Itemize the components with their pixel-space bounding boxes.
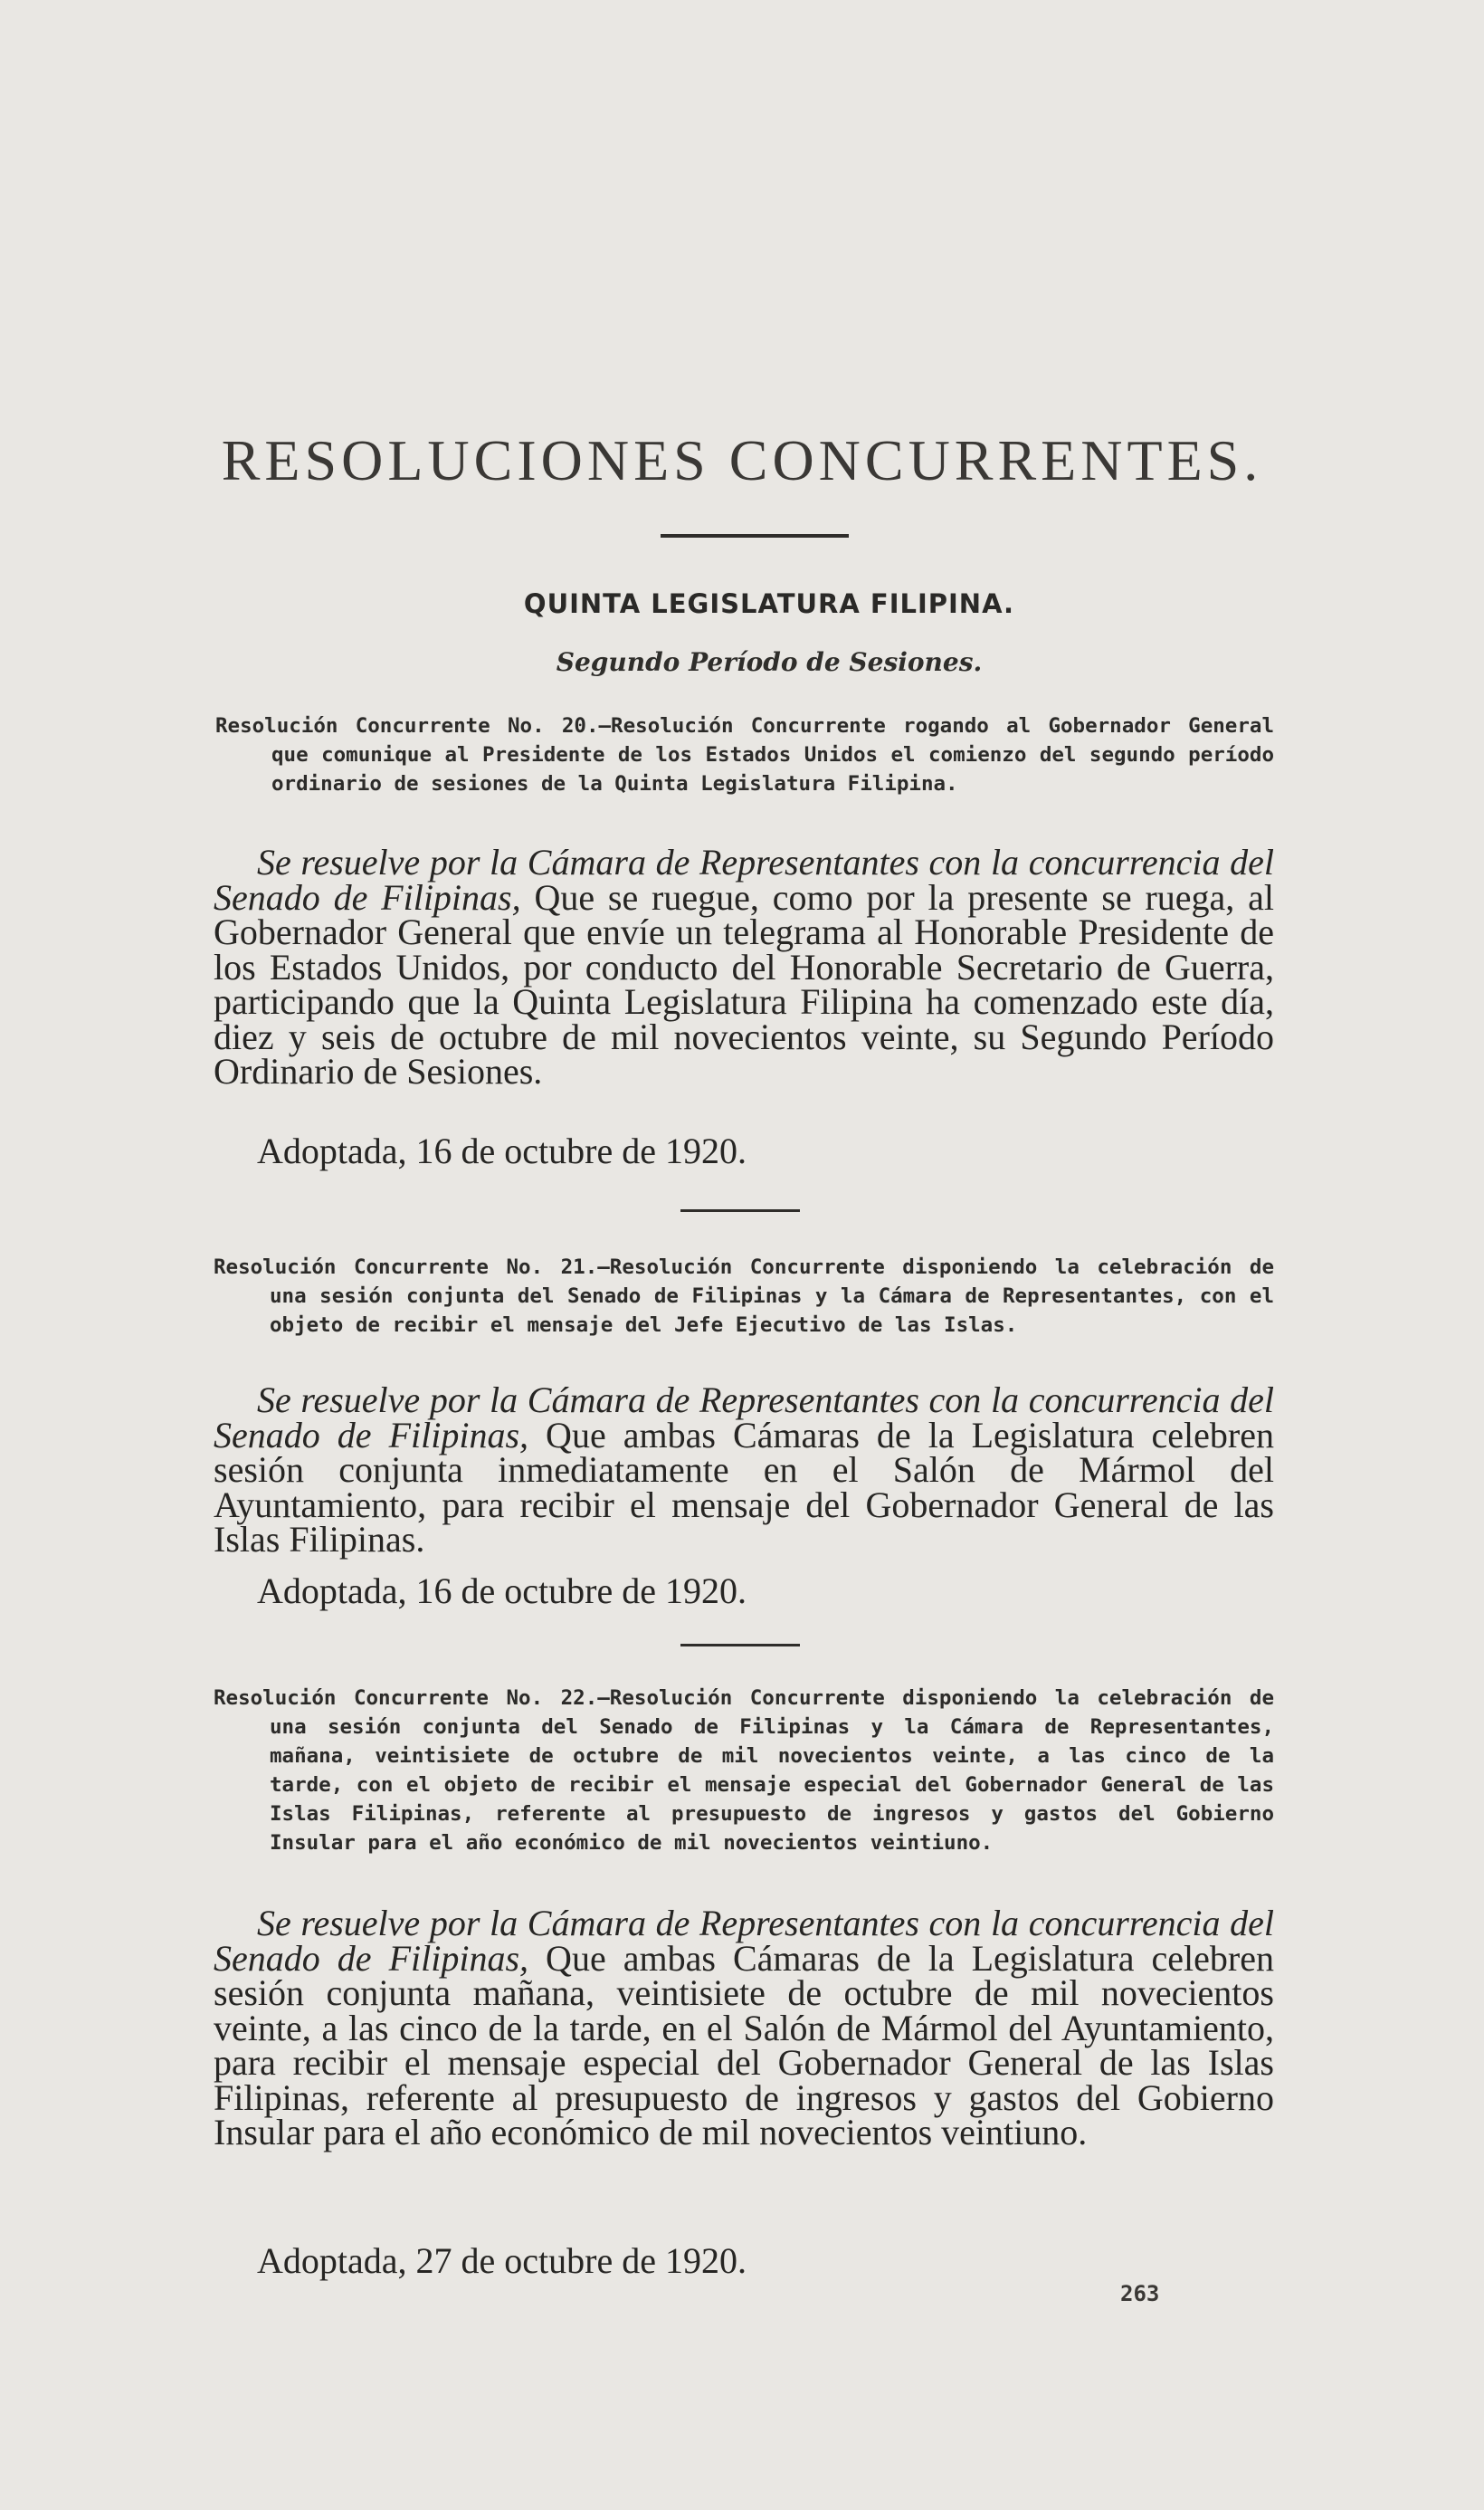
resolution-21-summary: Resolución Concurrente No. 21.—Resolución Concurrente disponiendo la celebración de una sesión conjunta del Senado de Filipinas y la Cámara de Representantes, con el objeto de recibir el mensaje del Jefe Ejecutivo de las Islas. [214, 1255, 1274, 1337]
separator-rule-1 [680, 1209, 800, 1212]
resolution-22-adopted: Adoptada, 27 de octubre de 1920. [257, 2240, 747, 2281]
resolution-22-body: Que ambas Cámaras de la Legislatura celebren sesión conjunta mañana, veintisiete de octubre de mil novecientos veinte, a las cinco de la tarde, en el Salón de Mármol del Ayuntamiento, para recibir el mensaje especial del Gobernador General de las Islas Filipinas, referente al presupuesto de ingresos y gastos del Gobierno Insular para el año económico de mil novecientos veintiuno. [214, 1937, 1274, 2152]
resolution-20-lead: Se resuelve por la Cámara de Representantes con la concurrencia del Senado de Filipinas, [214, 842, 1274, 918]
separator-rule-2 [680, 1644, 800, 1646]
page-number: 263 [1120, 2281, 1160, 2306]
resolution-21-text [214, 1379, 1274, 1560]
legislature-heading: QUINTA LEGISLATURA FILIPINA. [523, 588, 1015, 619]
resolution-20-summary: Resolución Concurrente No. 20.—Resolución Concurrente rogando al Gobernador General que comunique al Presidente de los Estados Unidos el comienzo del segundo período ordinario de sesiones de la Quinta Legislatura Filipina. [215, 714, 1274, 796]
resolution-22-summary: Resolución Concurrente No. 22.—Resolución Concurrente disponiendo la celebración de una sesión conjunta del Senado de Filipinas y la Cámara de Representantes, mañana, veintisiete de octubre de mil novecientos veinte, a las cinco de la tarde, con el objeto de recibir el mensaje especial del Gobernador General de las Islas Filipinas, referente al presupuesto de ingresos y gastos del Gobierno Insular para el año económico de mil novecientos veintiuno. [214, 1686, 1274, 1855]
title-rule [661, 534, 849, 538]
resolution-20-text [214, 842, 1275, 1092]
resolution-20-adopted: Adoptada, 16 de octubre de 1920. [257, 1131, 747, 1171]
resolution-20-body: Que se ruegue, como por la presente se ruega, al Gobernador General que envíe un telegrama al Honorable Presidente de los Estados Unidos, por conducto del Honorable Secretario de Guerra, participando que la Quinta Legislatura Filipina ha comenzado este día, diez y seis de octubre de mil novecientos veinte, su Segundo Período Ordinario de Sesiones. [214, 876, 1275, 1092]
session-heading: Segundo Período de Sesiones. [556, 647, 983, 677]
resolution-22-text [214, 1903, 1274, 2152]
resolution-21-adopted: Adoptada, 16 de octubre de 1920. [257, 1570, 747, 1611]
resolution-21-lead: Se resuelve por la Cámara de Representantes con la concurrencia del Senado de Filipinas, [214, 1379, 1274, 1455]
document-title: RESOLUCIONES CONCURRENTES. [221, 428, 1263, 492]
resolution-22-lead: Se resuelve por la Cámara de Representantes con la concurrencia del Senado de Filipinas, [214, 1903, 1274, 1979]
resolution-21-body: Que ambas Cámaras de la Legislatura celebren sesión conjunta inmediatamente en el Salón de Mármol del Ayuntamiento, para recibir el mensaje del Gobernador General de las Islas Filipinas. [214, 1414, 1274, 1560]
